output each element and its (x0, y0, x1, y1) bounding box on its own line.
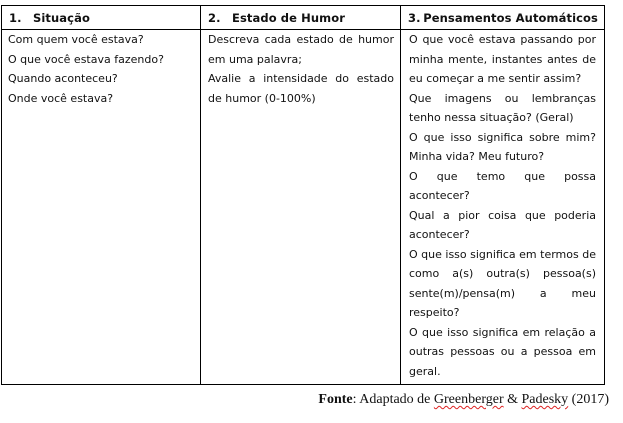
source-caption (318, 392, 609, 408)
source-author: Greenberger (433, 392, 504, 407)
header-pensamentos-automaticos (408, 6, 598, 30)
pensamento-question: O que isso significa em relação a outras pessoas ou a pessoa em geral. (409, 325, 596, 378)
pensamento-question: Qual a pior coisa que poderia acontecer? (409, 208, 596, 241)
pensamentos-column (409, 30, 596, 381)
column-divider (400, 6, 401, 384)
source-text: : Adaptado de (352, 392, 434, 407)
source-year: (2017) (568, 392, 609, 407)
pensamento-question: O que isso significa sobre mim? Minha vida? Meu futuro? (409, 130, 596, 163)
situacao-question: Quando aconteceu? (8, 72, 118, 85)
situacao-column (8, 30, 194, 108)
column-divider (200, 6, 201, 384)
pensamento-question: O que isso significa em termos de como a(s) outra(s) pessoa(s) sente(m)/pensa(m) a meu respeito? (409, 247, 596, 319)
pensamento-question: Que imagens ou lembranças tenho nessa situação? (Geral) (409, 91, 596, 124)
situacao-question: Onde você estava? (8, 91, 114, 105)
header-situacao (9, 6, 194, 30)
source-ampersand: & (503, 392, 522, 407)
pensamento-question: O que você estava passando por minha mente, instantes antes de eu começar a me sentir assim? (409, 33, 596, 85)
header-number: 3. (408, 11, 421, 25)
header-label: Situação (33, 11, 90, 25)
source-label: Fonte (318, 392, 353, 407)
thoughts-record-table (1, 5, 605, 385)
header-label: Pensamentos Automáticos (423, 11, 598, 25)
estado-de-humor-column (208, 30, 394, 108)
header-label: Estado de Humor (232, 11, 345, 25)
estado-instruction: Avalie a intensidade do estado de humor (0-100%) (208, 72, 394, 105)
header-number: 2. (208, 11, 221, 25)
header-number: 1. (9, 11, 22, 25)
pensamento-question: O que temo que possa acontecer? (409, 169, 596, 202)
situacao-question: Com quem você estava? (8, 33, 144, 46)
situacao-question: O que você estava fazendo? (8, 52, 164, 66)
header-estado-de-humor (208, 6, 394, 30)
estado-instruction: Descreva cada estado de humor em uma palavra; (208, 33, 394, 66)
source-author: Padesky (521, 392, 569, 407)
